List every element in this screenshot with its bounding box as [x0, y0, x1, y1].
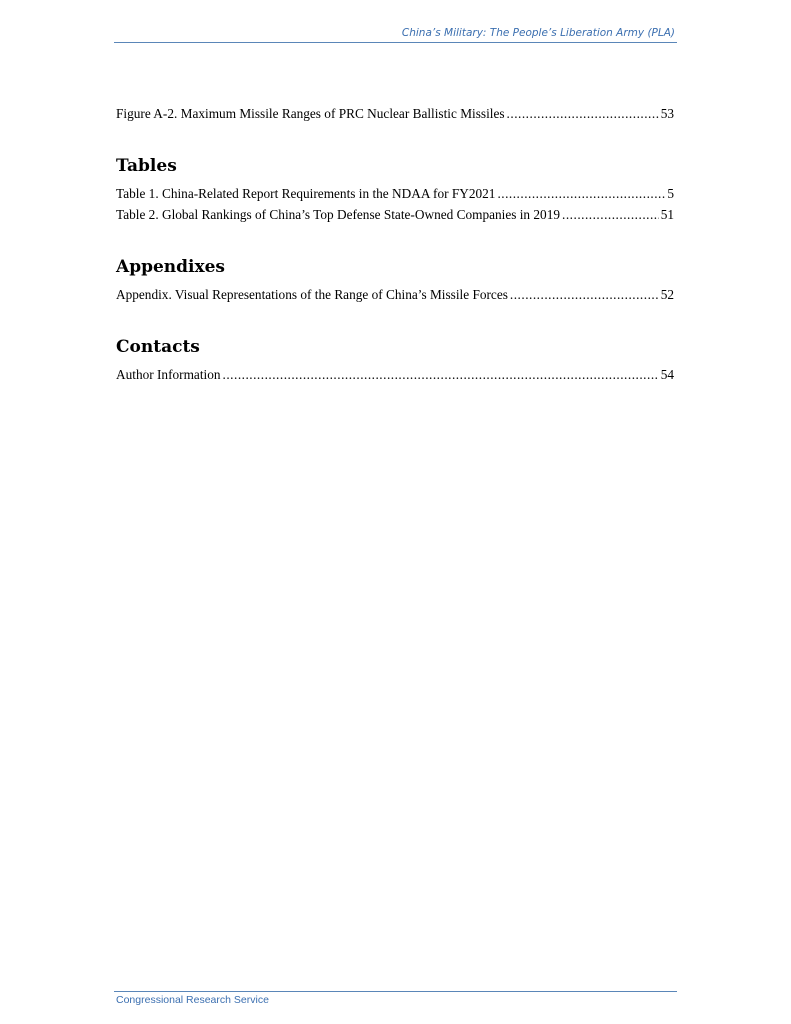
- toc-entry-label: Author Information: [116, 367, 221, 382]
- toc-leader-dots: [507, 106, 659, 122]
- toc-entry-author-information[interactable]: [116, 367, 674, 383]
- toc-entry-label: Figure A-2. Maximum Missile Ranges of PRC Nuclear Ballistic Missiles: [116, 106, 505, 121]
- toc-entry-label: Appendix. Visual Representations of the Range of China’s Missile Forces: [116, 287, 508, 302]
- toc-entry-table-1[interactable]: [116, 186, 674, 202]
- toc-entry-page: 52: [660, 287, 674, 302]
- toc-entry-appendix[interactable]: [116, 287, 674, 303]
- toc-entry-page: 53: [660, 106, 674, 121]
- toc-entry-label: Table 1. China-Related Report Requirements in the NDAA for FY2021: [116, 186, 496, 201]
- running-header-title: China’s Military: The People’s Liberation Army (PLA): [401, 27, 675, 39]
- toc-entry-page: 54: [660, 367, 674, 382]
- section-heading-contacts: Contacts: [116, 337, 200, 357]
- toc-leader-dots: [497, 186, 665, 202]
- toc-entry-label: Table 2. Global Rankings of China’s Top Defense State-Owned Companies in 2019: [116, 207, 561, 222]
- toc-leader-dots: [510, 287, 659, 303]
- toc-leader-dots: [223, 367, 659, 383]
- page-footer: [114, 991, 677, 1006]
- section-heading-appendixes: Appendixes: [116, 257, 226, 277]
- toc-entry-figure-a2[interactable]: [116, 106, 674, 122]
- footer-organization: Congressional Research Service: [116, 994, 269, 1006]
- running-header: [114, 27, 677, 43]
- toc-entry-page: 5: [667, 186, 674, 201]
- section-heading-tables: Tables: [116, 156, 177, 176]
- toc-entry-page: 51: [660, 207, 674, 222]
- toc-leader-dots: [562, 207, 659, 223]
- toc-entry-table-2[interactable]: [116, 207, 674, 223]
